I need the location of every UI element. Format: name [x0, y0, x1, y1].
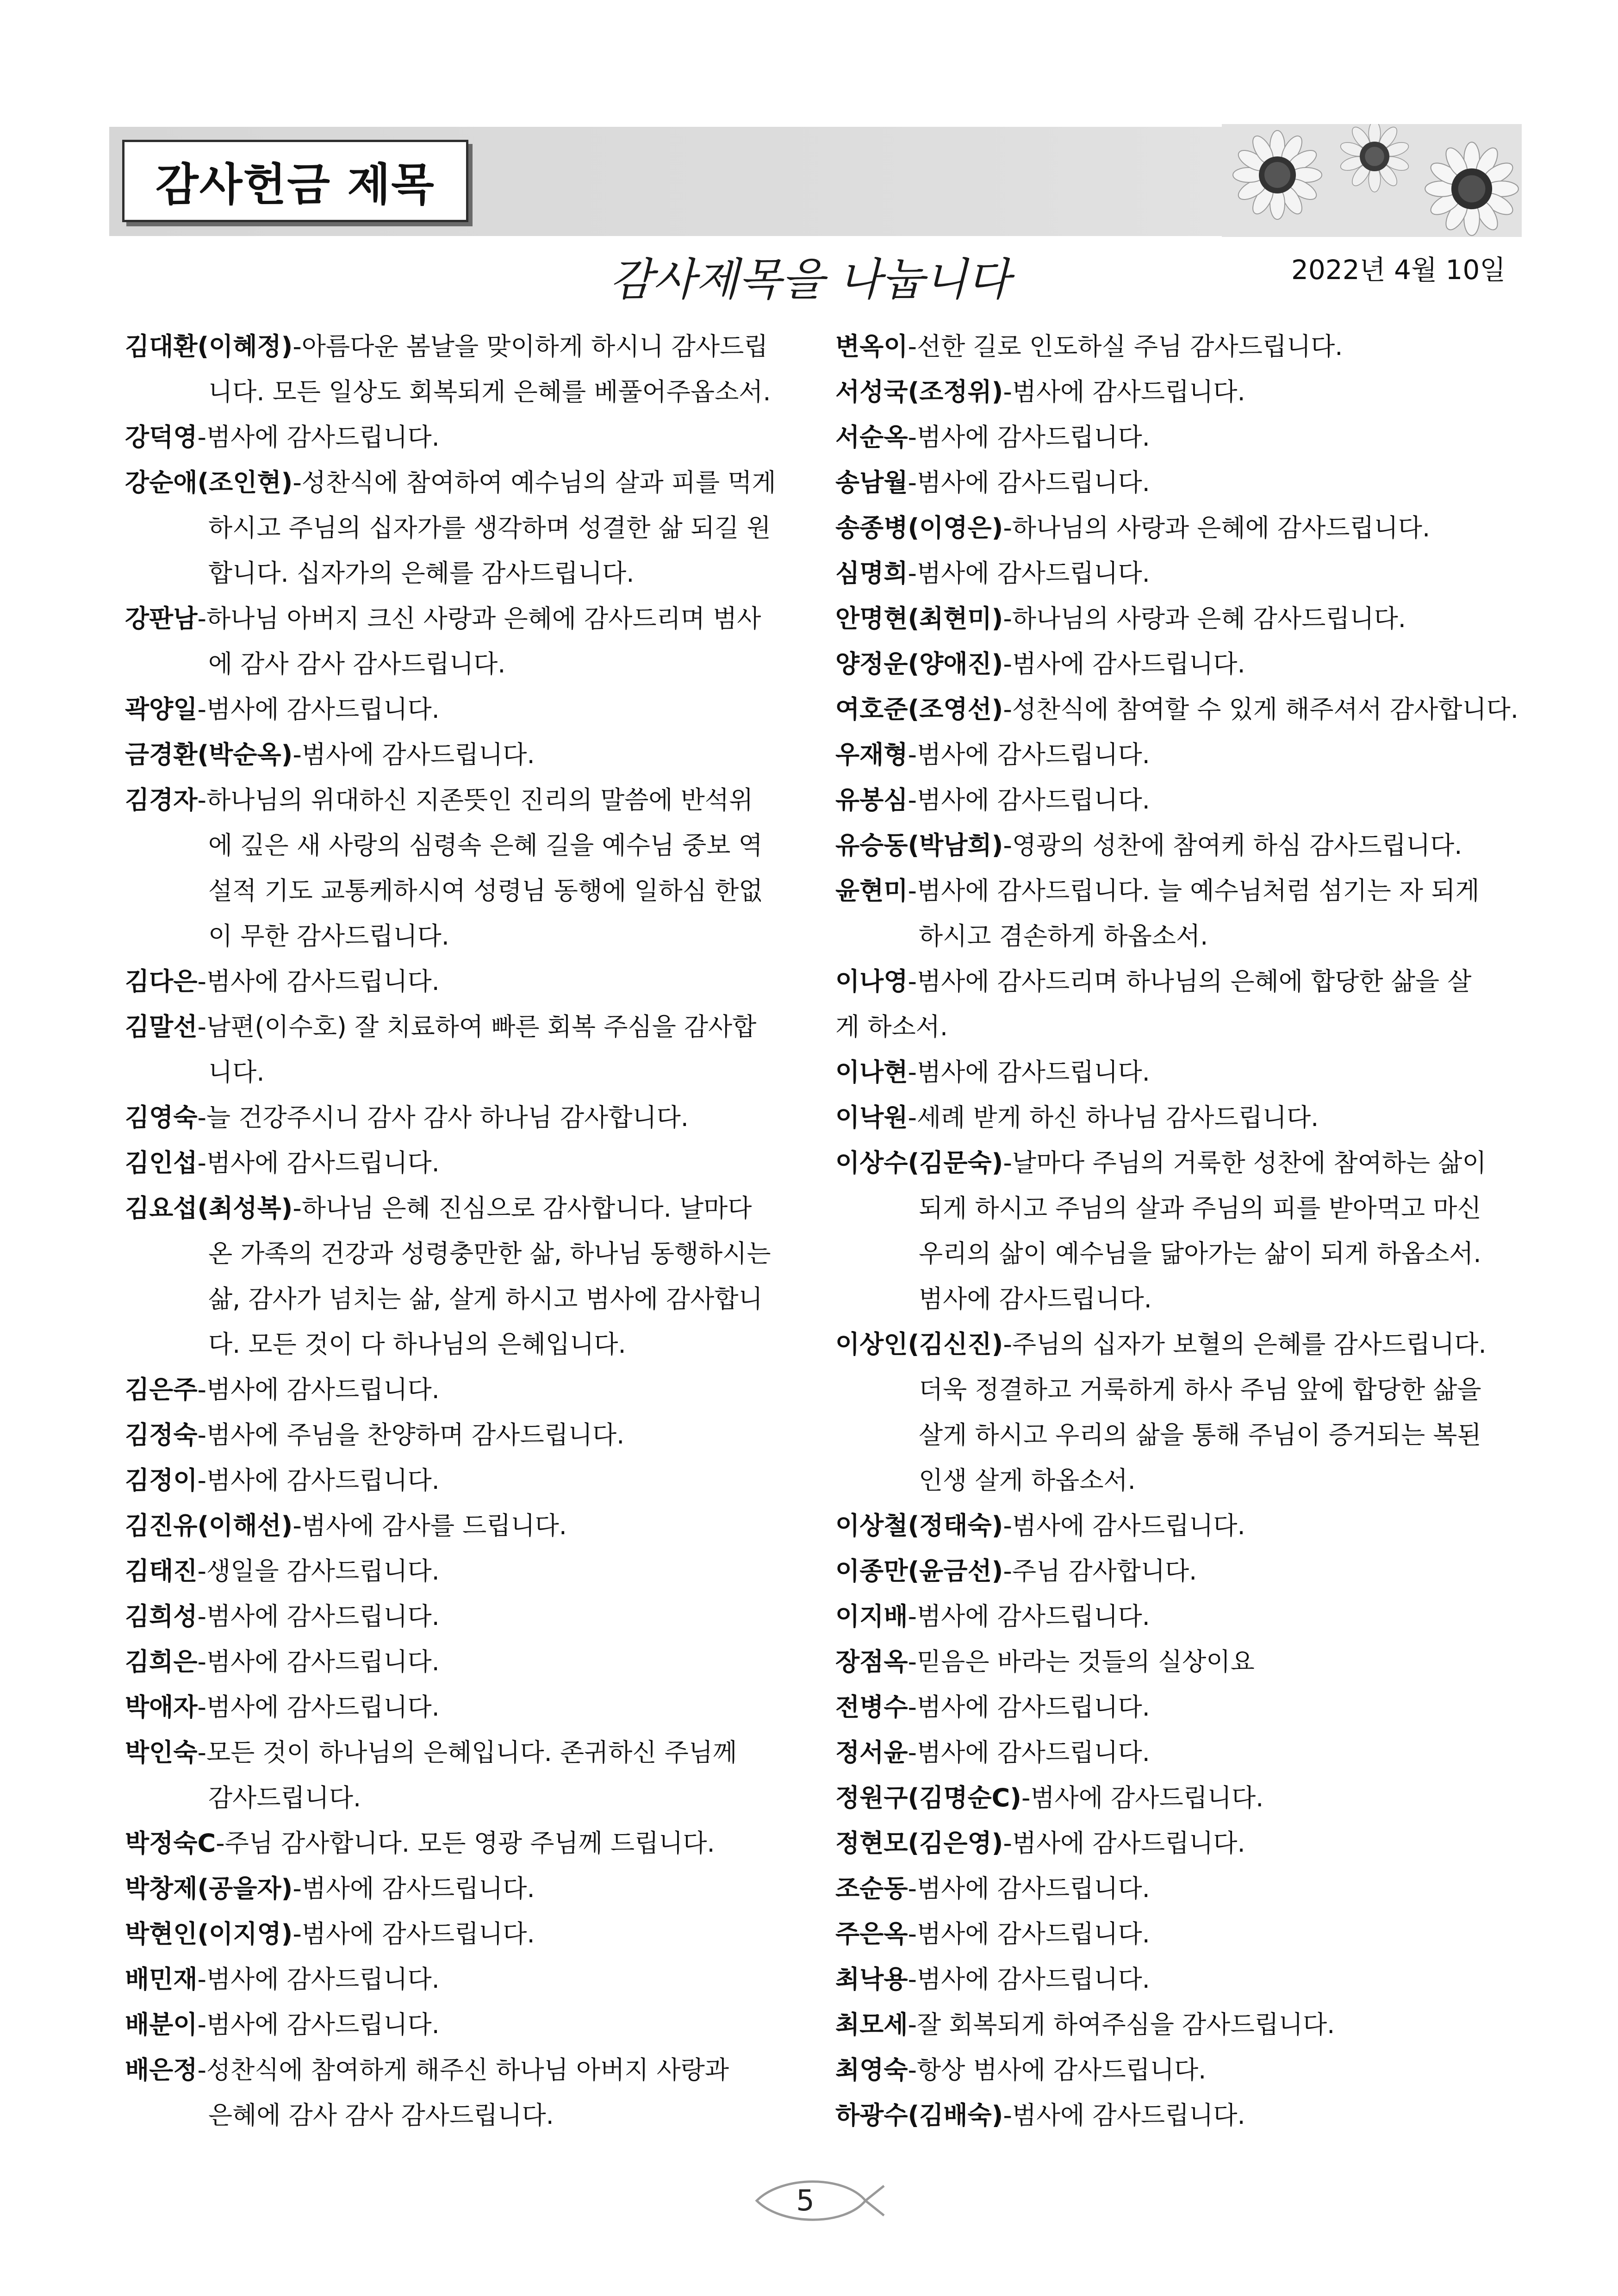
gratitude-entry: [835, 415, 1525, 460]
entry-first-line: [835, 551, 1525, 596]
entry-first-line: [835, 1322, 1525, 1367]
gratitude-text: -하나님의 사랑과 은혜에 감사드립니다.: [1003, 513, 1431, 542]
donor-name: 여호준(조영선): [835, 695, 1003, 724]
title-box: [122, 140, 468, 222]
donor-name: 김경자: [125, 785, 198, 815]
entry-first-line: [125, 1685, 801, 1730]
entry-first-line: [835, 1775, 1525, 1821]
entry-first-line: [125, 1549, 801, 1594]
gratitude-text: -범사에 감사를 드립니다.: [292, 1511, 567, 1540]
entry-first-line: [125, 1911, 801, 1957]
gratitude-text-continued: 합니다. 십자가의 은혜를 감사드립니다.: [208, 559, 635, 588]
page-footer: [750, 2178, 889, 2224]
entry-first-line: [125, 1186, 801, 1231]
entry-first-line: [835, 732, 1525, 778]
gratitude-text: -모든 것이 하나님의 은혜입니다. 존귀하신 주님께: [197, 1738, 737, 1767]
gratitude-text: -범사에 감사드립니다.: [908, 1738, 1150, 1767]
gratitude-entry: [835, 778, 1525, 823]
entry-first-line: [125, 596, 801, 641]
donor-name: 전병수: [835, 1692, 908, 1722]
donor-name: 송남월: [835, 468, 908, 497]
donor-name: 박창제(공을자): [125, 1874, 293, 1903]
gratitude-entry: [125, 324, 801, 415]
entry-first-line: [125, 1412, 801, 1458]
donor-name: 박현인(이지영): [125, 1919, 293, 1948]
gratitude-entry: [125, 1004, 801, 1095]
entry-first-line: [835, 2047, 1525, 2093]
entry-first-line: [835, 1549, 1525, 1594]
gratitude-entry: [125, 1957, 801, 2002]
page-subtitle: 감사제목을 나눕니다: [610, 254, 1010, 305]
entry-first-line: [125, 687, 801, 732]
donor-name: 최모세: [835, 2010, 908, 2039]
gratitude-text-continued: 설적 기도 교통케하시여 성령님 동행에 일하심 한없: [208, 876, 763, 905]
gratitude-entry: [125, 1866, 801, 1911]
gratitude-text: -남편(이수호) 잘 치료하여 빠른 회복 주심을 감사합: [197, 1012, 757, 1041]
donor-name: 이나현: [835, 1058, 908, 1087]
donor-name: 윤현미: [835, 876, 908, 905]
entry-first-line: [835, 1866, 1525, 1911]
gratitude-text-continued: 게 하소서.: [835, 1012, 948, 1041]
entry-first-line: [125, 1957, 801, 2002]
gratitude-entry: [125, 959, 801, 1004]
entry-first-line: [125, 732, 801, 778]
gratitude-entry: [835, 732, 1525, 778]
gratitude-text: -범사에 감사드립니다.: [908, 1602, 1150, 1631]
entry-first-line: [835, 324, 1525, 369]
gratitude-entry: [835, 1775, 1525, 1821]
gratitude-text: -범사에 감사드립니다. 늘 예수님처럼 섬기는 자 되게: [908, 876, 1480, 905]
gratitude-text-continued: 하시고 주님의 십자가를 생각하며 성결한 삶 되길 원: [208, 513, 771, 542]
entry-first-line: [125, 2047, 801, 2093]
gratitude-text-continued: 더욱 정결하고 거룩하게 하사 주님 앞에 합당한 삶을: [919, 1375, 1481, 1404]
entry-first-line: [835, 868, 1525, 914]
gratitude-entry: [835, 460, 1525, 505]
donor-name: 김말선: [125, 1012, 198, 1041]
gratitude-text: -범사에 감사드립니다.: [1003, 649, 1245, 678]
entry-first-line: [125, 1503, 801, 1549]
entry-first-line: [125, 460, 801, 505]
donor-name: 강판남: [125, 604, 198, 633]
donor-name: 배민재: [125, 1965, 198, 1994]
gratitude-text-continued: 에 감사 감사 감사드립니다.: [208, 649, 506, 678]
gratitude-entry: [835, 369, 1525, 415]
gratitude-text: -범사에 감사드립니다.: [1003, 377, 1245, 406]
gratitude-entry: [835, 959, 1525, 1050]
gratitude-entry: [835, 1095, 1525, 1140]
gratitude-text: -범사에 감사드립니다.: [197, 423, 440, 452]
gratitude-text: -범사에 감사드립니다.: [292, 740, 535, 769]
donor-name: 김영숙: [125, 1103, 198, 1132]
entry-first-line: [835, 369, 1525, 415]
gratitude-text: -잘 회복되게 하여주심을 감사드립니다.: [908, 2010, 1335, 2039]
gratitude-text-continued: 다. 모든 것이 다 하나님의 은혜입니다.: [208, 1330, 626, 1359]
donor-name: 이상수(김문숙): [835, 1148, 1003, 1177]
gratitude-text-continued: 살게 하시고 우리의 삶을 통해 주님이 증거되는 복된: [919, 1420, 1481, 1450]
entry-first-line: [835, 959, 1525, 1004]
donor-name: 정현모(김은영): [835, 1829, 1003, 1858]
gratitude-text: -하나님 은혜 진심으로 감사합니다. 날마다: [292, 1194, 752, 1223]
gratitude-text: -범사에 감사드립니다.: [1003, 1511, 1245, 1540]
gratitude-entry: [835, 1050, 1525, 1095]
entry-first-line: [125, 778, 801, 823]
gratitude-text: -주님의 십자가 보혈의 은혜를 감사드립니다.: [1003, 1330, 1487, 1359]
gratitude-text-continued: 우리의 삶이 예수님을 닮아가는 삶이 되게 하옵소서.: [919, 1239, 1481, 1268]
gratitude-entry: [125, 1367, 801, 1412]
gratitude-text: -범사에 감사드립니다.: [908, 559, 1150, 588]
entry-first-line: [835, 641, 1525, 687]
entry-first-line: [835, 778, 1525, 823]
entry-first-line: [835, 1639, 1525, 1685]
donor-name: 김정이: [125, 1466, 198, 1495]
entry-first-line: [835, 1050, 1525, 1095]
donor-name: 최낙용: [835, 1965, 908, 1994]
donor-name: 이낙원: [835, 1103, 908, 1132]
gratitude-text: -주님 감사합니다.: [1003, 1556, 1197, 1586]
donor-name: 금경환(박순옥): [125, 740, 293, 769]
donor-name: 박애자: [125, 1692, 198, 1722]
gratitude-text: -범사에 감사드립니다.: [197, 1466, 440, 1495]
gratitude-text-continued: 니다.: [208, 1058, 265, 1087]
gratitude-text: -선한 길로 인도하실 주님 감사드립니다.: [908, 332, 1343, 361]
gratitude-entry: [835, 1503, 1525, 1549]
gratitude-entry: [125, 1685, 801, 1730]
gratitude-text: -성찬식에 참여하게 해주신 하나님 아버지 사랑과: [197, 2055, 729, 2084]
gratitude-text-continued: 삶, 감사가 넘치는 삶, 살게 하시고 범사에 감사합니: [208, 1284, 763, 1313]
right-column: [835, 324, 1525, 2138]
gratitude-text-continued: 인생 살게 하옵소서.: [919, 1466, 1136, 1495]
gratitude-text: -늘 건강주시니 감사 감사 하나님 감사합니다.: [197, 1103, 689, 1132]
gratitude-entry: [835, 1821, 1525, 1866]
entry-first-line: [125, 2002, 801, 2047]
gratitude-entry: [125, 415, 801, 460]
gratitude-text: -범사에 감사드립니다.: [908, 1692, 1150, 1722]
gratitude-text: -범사에 감사드리며 하나님의 은혜에 합당한 삶을 살: [908, 967, 1472, 996]
donor-name: 정원구(김명순C): [835, 1783, 1021, 1812]
gratitude-text: -범사에 감사드립니다.: [908, 740, 1150, 769]
donor-name: 김대환(이혜정): [125, 332, 293, 361]
donor-name: 유승동(박남희): [835, 831, 1003, 860]
gratitude-text: -하나님 아버지 크신 사랑과 은혜에 감사드리며 범사: [197, 604, 761, 633]
gratitude-entry: [125, 1095, 801, 1140]
entry-first-line: [125, 1140, 801, 1186]
entry-first-line: [835, 1730, 1525, 1775]
donor-name: 최영숙: [835, 2055, 908, 2084]
donor-name: 이지배: [835, 1602, 908, 1631]
gratitude-text: -날마다 주님의 거룩한 성찬에 참여하는 삶이: [1003, 1148, 1487, 1177]
donor-name: 서순옥: [835, 423, 908, 452]
gratitude-entry: [835, 641, 1525, 687]
entry-first-line: [125, 1594, 801, 1639]
gratitude-entry: [125, 1549, 801, 1594]
entry-first-line: [125, 1367, 801, 1412]
gratitude-entry: [835, 324, 1525, 369]
gratitude-text: -범사에 감사드립니다.: [197, 967, 440, 996]
gratitude-entry: [835, 1594, 1525, 1639]
entry-first-line: [125, 1821, 801, 1866]
gratitude-text: -범사에 감사드립니다.: [1021, 1783, 1264, 1812]
donor-name: 김요섭(최성복): [125, 1194, 293, 1223]
donor-name: 박인숙: [125, 1738, 198, 1767]
gratitude-text: -범사에 감사드립니다.: [197, 1692, 440, 1722]
gratitude-text: -성찬식에 참여하여 예수님의 살과 피를 먹게: [292, 468, 776, 497]
entry-first-line: [835, 2002, 1525, 2047]
gratitude-text-continued: 감사드립니다.: [208, 1783, 361, 1812]
entry-first-line: [835, 823, 1525, 868]
gratitude-text-continued: 범사에 감사드립니다.: [919, 1284, 1152, 1313]
gratitude-entry: [125, 1730, 801, 1821]
gratitude-text: -범사에 감사드립니다.: [1003, 2101, 1245, 2130]
gratitude-entry: [125, 2047, 801, 2138]
entry-first-line: [835, 1140, 1525, 1186]
donor-name: 배은정: [125, 2055, 198, 2084]
donor-name: 이상인(김신진): [835, 1330, 1003, 1359]
gratitude-text: -범사에 감사드립니다.: [197, 1647, 440, 1676]
donor-name: 양정운(양애진): [835, 649, 1003, 678]
issue-date: 2022년 4월 10일: [1291, 254, 1506, 286]
sunflower-icon: [1222, 124, 1522, 237]
entry-first-line: [835, 687, 1525, 732]
donor-name: 장점옥: [835, 1647, 908, 1676]
gratitude-text: -범사에 감사드립니다.: [292, 1874, 535, 1903]
gratitude-entry: [835, 2093, 1525, 2138]
gratitude-text: -영광의 성찬에 참여케 하심 감사드립니다.: [1003, 831, 1462, 860]
gratitude-text: -범사에 감사드립니다.: [1003, 1829, 1245, 1858]
gratitude-entry: [125, 2002, 801, 2047]
donor-name: 서성국(조정위): [835, 377, 1003, 406]
gratitude-entry: [835, 2002, 1525, 2047]
gratitude-entry: [125, 1140, 801, 1186]
gratitude-entry: [125, 1821, 801, 1866]
entry-first-line: [125, 1639, 801, 1685]
gratitude-text: -아름다운 봄날을 맞이하게 하시니 감사드립: [292, 332, 768, 361]
gratitude-entry: [125, 596, 801, 687]
entry-first-line: [835, 1685, 1525, 1730]
donor-name: 하광수(김배숙): [835, 2101, 1003, 2130]
gratitude-entry: [835, 1911, 1525, 1957]
gratitude-entry: [835, 1322, 1525, 1503]
page-title: 감사헌금 제목: [156, 158, 435, 211]
donor-name: 강덕영: [125, 423, 198, 452]
gratitude-text: -성찬식에 참여할 수 있게 해주셔서 감사합니다.: [1003, 695, 1518, 724]
entry-first-line: [835, 1095, 1525, 1140]
donor-name: 변옥이: [835, 332, 908, 361]
gratitude-text: -세례 받게 하신 하나님 감사드립니다.: [908, 1103, 1319, 1132]
gratitude-entry: [835, 868, 1525, 959]
gratitude-text-continued: 이 무한 감사드립니다.: [208, 921, 449, 951]
gratitude-text: -범사에 감사드립니다.: [292, 1919, 535, 1948]
gratitude-text-continued: 되게 하시고 주님의 살과 주님의 피를 받아먹고 마신: [919, 1194, 1481, 1223]
donor-name: 안명현(최현미): [835, 604, 1003, 633]
gratitude-text: -하나님의 사랑과 은혜 감사드립니다.: [1003, 604, 1406, 633]
donor-name: 김다은: [125, 967, 198, 996]
gratitude-entry: [125, 1911, 801, 1957]
entry-first-line: [125, 415, 801, 460]
gratitude-entry: [125, 1503, 801, 1549]
gratitude-entry: [835, 2047, 1525, 2093]
page-number: 5: [796, 2184, 815, 2217]
gratitude-text: -생일을 감사드립니다.: [197, 1556, 440, 1586]
donor-name: 김희은: [125, 1647, 198, 1676]
gratitude-entry: [125, 732, 801, 778]
gratitude-text: -범사에 감사드립니다.: [197, 2010, 440, 2039]
gratitude-text: -믿음은 바라는 것들의 실상이요: [908, 1647, 1255, 1676]
donor-name: 박정숙C: [125, 1829, 216, 1858]
entry-first-line: [835, 1821, 1525, 1866]
entry-first-line: [835, 2093, 1525, 2138]
gratitude-entry: [835, 1549, 1525, 1594]
donor-name: 이나영: [835, 967, 908, 996]
gratitude-entry: [125, 460, 801, 596]
donor-name: 김인섭: [125, 1148, 198, 1177]
gratitude-entry: [835, 1685, 1525, 1730]
gratitude-text: -범사에 감사드립니다.: [908, 1965, 1150, 1994]
gratitude-text: -범사에 감사드립니다.: [908, 1058, 1150, 1087]
gratitude-entry: [125, 1186, 801, 1367]
donor-name: 심명희: [835, 559, 908, 588]
gratitude-entry: [835, 1140, 1525, 1322]
donor-name: 주은옥: [835, 1919, 908, 1948]
donor-name: 이상철(정태숙): [835, 1511, 1003, 1540]
left-column: [125, 324, 801, 2138]
entry-first-line: [125, 1730, 801, 1775]
donor-name: 배분이: [125, 2010, 198, 2039]
entry-first-line: [125, 1095, 801, 1140]
entry-first-line: [835, 460, 1525, 505]
gratitude-text: -범사에 감사드립니다.: [197, 1965, 440, 1994]
donor-name: 정서윤: [835, 1738, 908, 1767]
gratitude-text-continued: 은혜에 감사 감사 감사드립니다.: [208, 2101, 554, 2130]
donor-name: 김정숙: [125, 1420, 198, 1450]
entry-first-line: [125, 324, 801, 369]
gratitude-text: -범사에 감사드립니다.: [908, 1919, 1150, 1948]
gratitude-text: -범사에 감사드립니다.: [197, 695, 440, 724]
donor-name: 곽양일: [125, 695, 198, 724]
gratitude-entry: [125, 1594, 801, 1639]
donor-name: 김은주: [125, 1375, 198, 1404]
entry-first-line: [835, 596, 1525, 641]
gratitude-entry: [125, 1458, 801, 1503]
gratitude-text-continued: 하시고 겸손하게 하옵소서.: [919, 921, 1208, 951]
donor-name: 유봉심: [835, 785, 908, 815]
donor-name: 강순애(조인현): [125, 468, 293, 497]
donor-name: 이종만(윤금선): [835, 1556, 1003, 1586]
entry-first-line: [125, 1866, 801, 1911]
gratitude-text: -범사에 감사드립니다.: [197, 1148, 440, 1177]
gratitude-entry: [835, 1639, 1525, 1685]
entry-first-line: [835, 1911, 1525, 1957]
gratitude-entry: [835, 1730, 1525, 1775]
entry-first-line: [835, 415, 1525, 460]
gratitude-text: -범사에 주님을 찬양하며 감사드립니다.: [197, 1420, 625, 1450]
donor-name: 조순동: [835, 1874, 908, 1903]
entry-first-line: [835, 505, 1525, 551]
gratitude-entry: [125, 1639, 801, 1685]
gratitude-text: -범사에 감사드립니다.: [908, 785, 1150, 815]
gratitude-entry: [835, 1866, 1525, 1911]
gratitude-text-continued: 니다. 모든 일상도 회복되게 은혜를 베풀어주옵소서.: [208, 377, 771, 406]
gratitude-text: -하나님의 위대하신 지존뜻인 진리의 말씀에 반석위: [197, 785, 753, 815]
gratitude-text: -주님 감사합니다. 모든 영광 주님께 드립니다.: [216, 1829, 715, 1858]
donor-name: 김태진: [125, 1556, 198, 1586]
gratitude-text: -항상 범사에 감사드립니다.: [908, 2055, 1207, 2084]
gratitude-entry: [835, 687, 1525, 732]
gratitude-entry: [835, 596, 1525, 641]
entry-first-line: [835, 1503, 1525, 1549]
gratitude-entry: [835, 1957, 1525, 2002]
gratitude-text: -범사에 감사드립니다.: [908, 423, 1150, 452]
donor-name: 우재형: [835, 740, 908, 769]
gratitude-text: -범사에 감사드립니다.: [197, 1375, 440, 1404]
gratitude-entry: [835, 551, 1525, 596]
donor-name: 김진유(이해선): [125, 1511, 293, 1540]
gratitude-text: -범사에 감사드립니다.: [908, 468, 1150, 497]
gratitude-text-continued: 온 가족의 건강과 성령충만한 삶, 하나님 동행하시는: [208, 1239, 771, 1268]
gratitude-entry: [835, 823, 1525, 868]
gratitude-text: -범사에 감사드립니다.: [197, 1602, 440, 1631]
gratitude-entry: [125, 1412, 801, 1458]
gratitude-entry: [835, 505, 1525, 551]
gratitude-entry: [125, 778, 801, 959]
entry-first-line: [835, 1957, 1525, 2002]
donor-name: 김희성: [125, 1602, 198, 1631]
gratitude-entry: [125, 687, 801, 732]
gratitude-text: -범사에 감사드립니다.: [908, 1874, 1150, 1903]
entry-first-line: [125, 1458, 801, 1503]
entry-first-line: [125, 1004, 801, 1050]
donor-name: 송종병(이영은): [835, 513, 1003, 542]
entry-first-line: [125, 959, 801, 1004]
gratitude-text-continued: 에 깊은 새 사랑의 심령속 은혜 길을 예수님 중보 역: [208, 831, 763, 860]
entry-first-line: [835, 1594, 1525, 1639]
